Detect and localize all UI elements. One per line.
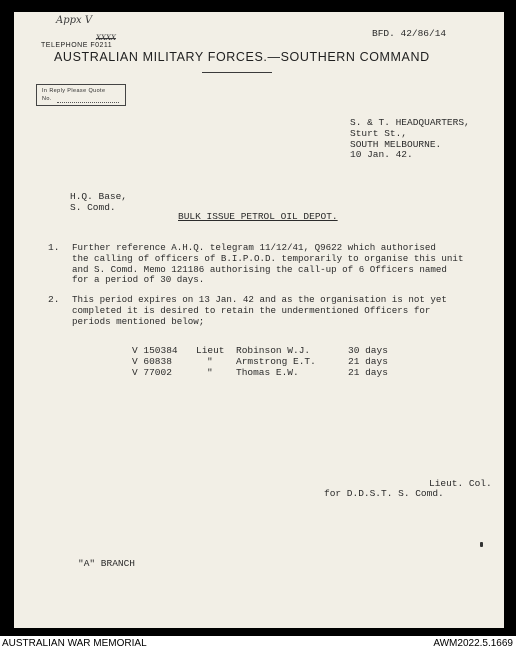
document-page [14, 12, 504, 628]
signature-rank: Lieut. Col. [429, 478, 492, 489]
paragraph-line: This period expires on 13 Jan. 42 and as the organisation is not yet [72, 294, 447, 305]
officer-number: V 60838 [132, 356, 172, 367]
paragraph-body [72, 243, 463, 286]
paragraph-line: Further reference A.H.Q. telegram 11/12/41, Q9622 which authorised [72, 242, 436, 253]
ink-mark [480, 542, 483, 547]
officer-rank: " [207, 367, 213, 378]
paragraph-line: for a period of 30 days. [72, 274, 205, 286]
reply-quote-box [36, 84, 126, 106]
paragraph-line: the calling of officers of B.I.P.O.D. temporarily to organise this unit [72, 252, 464, 264]
file-reference: BFD. 42/86/14 [372, 28, 447, 39]
reply-box-line [57, 102, 119, 103]
officer-name: Robinson W.J. [236, 345, 311, 356]
letterhead-rule [202, 72, 272, 73]
paragraph-line: and S. Comd. Memo 121186 authorising the call-up of 6 Officers named [72, 263, 447, 275]
footer-institution: AUSTRALIAN WAR MEMORIAL [2, 638, 147, 649]
letter-date: 10 Jan. 42. [350, 149, 413, 161]
signature-authority: for D.D.S.T. S. Comd. [324, 488, 444, 499]
officer-period: 21 days [348, 367, 388, 378]
address-line: Sturt St., [350, 127, 408, 139]
footer-accession-number: AWM2022.5.1669 [433, 638, 513, 649]
officer-name: Armstrong E.T. [236, 356, 316, 367]
address-line: SOUTH MELBOURNE. [350, 138, 442, 150]
officer-rank: " [207, 356, 213, 367]
branch-label: "A" BRANCH [78, 558, 136, 569]
recipient-block [70, 192, 127, 214]
recipient-line: H.Q. Base, [70, 191, 128, 202]
paragraph-line: periods mentioned below; [72, 315, 205, 327]
officer-rank: Lieut [196, 345, 225, 356]
reply-box-label: In Reply Please Quote [42, 88, 106, 94]
reply-box-number-label: No. [42, 96, 52, 102]
officer-number: V 77002 [132, 367, 172, 378]
telephone-number: TELEPHONE F0211 [41, 42, 113, 49]
officer-name: Thomas E.W. [236, 367, 299, 378]
letterhead-title: AUSTRALIAN MILITARY FORCES.—SOUTHERN COMMAND [54, 50, 430, 64]
subject-line: BULK ISSUE PETROL OIL DEPOT. [178, 211, 338, 222]
handwritten-note: Appx V [56, 15, 93, 26]
paragraph-number: 1. [48, 242, 60, 253]
paragraph-body [72, 295, 447, 327]
sender-address [350, 118, 470, 161]
officer-period: 30 days [348, 345, 388, 356]
paragraph-number: 2. [48, 294, 60, 305]
paragraph-line: completed it is desired to retain the undermentioned Officers for [72, 304, 431, 316]
struck-text: XXXX [96, 34, 116, 42]
officer-period: 21 days [348, 356, 388, 367]
recipient-line: S. Comd. [70, 201, 116, 213]
officer-number: V 150384 [132, 345, 178, 356]
address-line: S. & T. HEADQUARTERS, [350, 117, 470, 128]
